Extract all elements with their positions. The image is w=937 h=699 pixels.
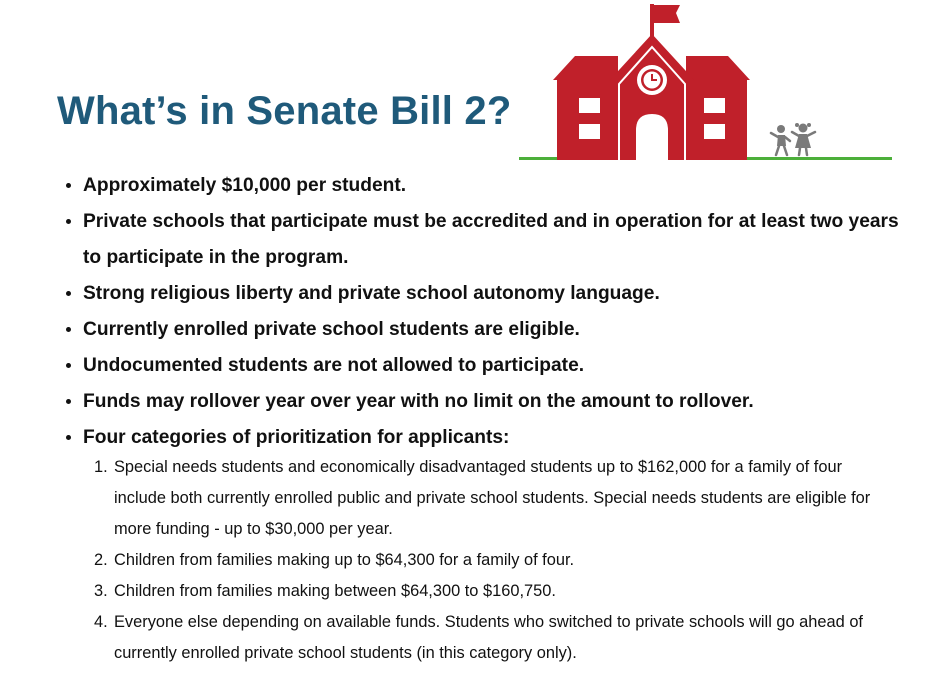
prioritization-list xyxy=(94,452,874,669)
list-item: Currently enrolled private school students are eligible. xyxy=(83,312,903,348)
list-item: Strong religious liberty and private school autonomy language. xyxy=(83,276,903,312)
priority-number: 4. xyxy=(94,613,108,631)
page-title: What’s in Senate Bill 2? xyxy=(57,89,512,133)
priority-item xyxy=(94,545,874,576)
list-item: Four categories of prioritization for applicants: xyxy=(83,420,903,456)
bill-summary-list xyxy=(83,168,903,456)
priority-text: Children from families making up to $64,300 for a family of four. xyxy=(114,551,575,569)
priority-number: 2. xyxy=(94,551,108,569)
priority-item xyxy=(94,607,874,669)
list-item: Approximately $10,000 per student. xyxy=(83,168,903,204)
children-playing-icon xyxy=(771,123,815,155)
schoolhouse-icon xyxy=(553,4,750,160)
priority-item xyxy=(94,452,874,545)
list-item: Private schools that participate must be accredited and in operation for at least two years to participate in the program. xyxy=(83,204,903,276)
priority-item xyxy=(94,576,874,607)
schoolhouse-illustration xyxy=(518,0,894,170)
priority-text: Everyone else depending on available funds. Students who switched to private schools will go ahead of currently enrolled private school students (in this category only). xyxy=(114,613,863,662)
priority-number: 1. xyxy=(94,458,108,476)
list-item: Undocumented students are not allowed to participate. xyxy=(83,348,903,384)
list-item: Funds may rollover year over year with no limit on the amount to rollover. xyxy=(83,384,903,420)
priority-text: Special needs students and economically disadvantaged students up to $162,000 for a family of four include both currently enrolled public and private school students. Special needs students are eligible for more funding - up to $30,000 per year. xyxy=(114,458,871,538)
priority-text: Children from families making between $64,300 to $160,750. xyxy=(114,582,556,600)
priority-number: 3. xyxy=(94,582,108,600)
